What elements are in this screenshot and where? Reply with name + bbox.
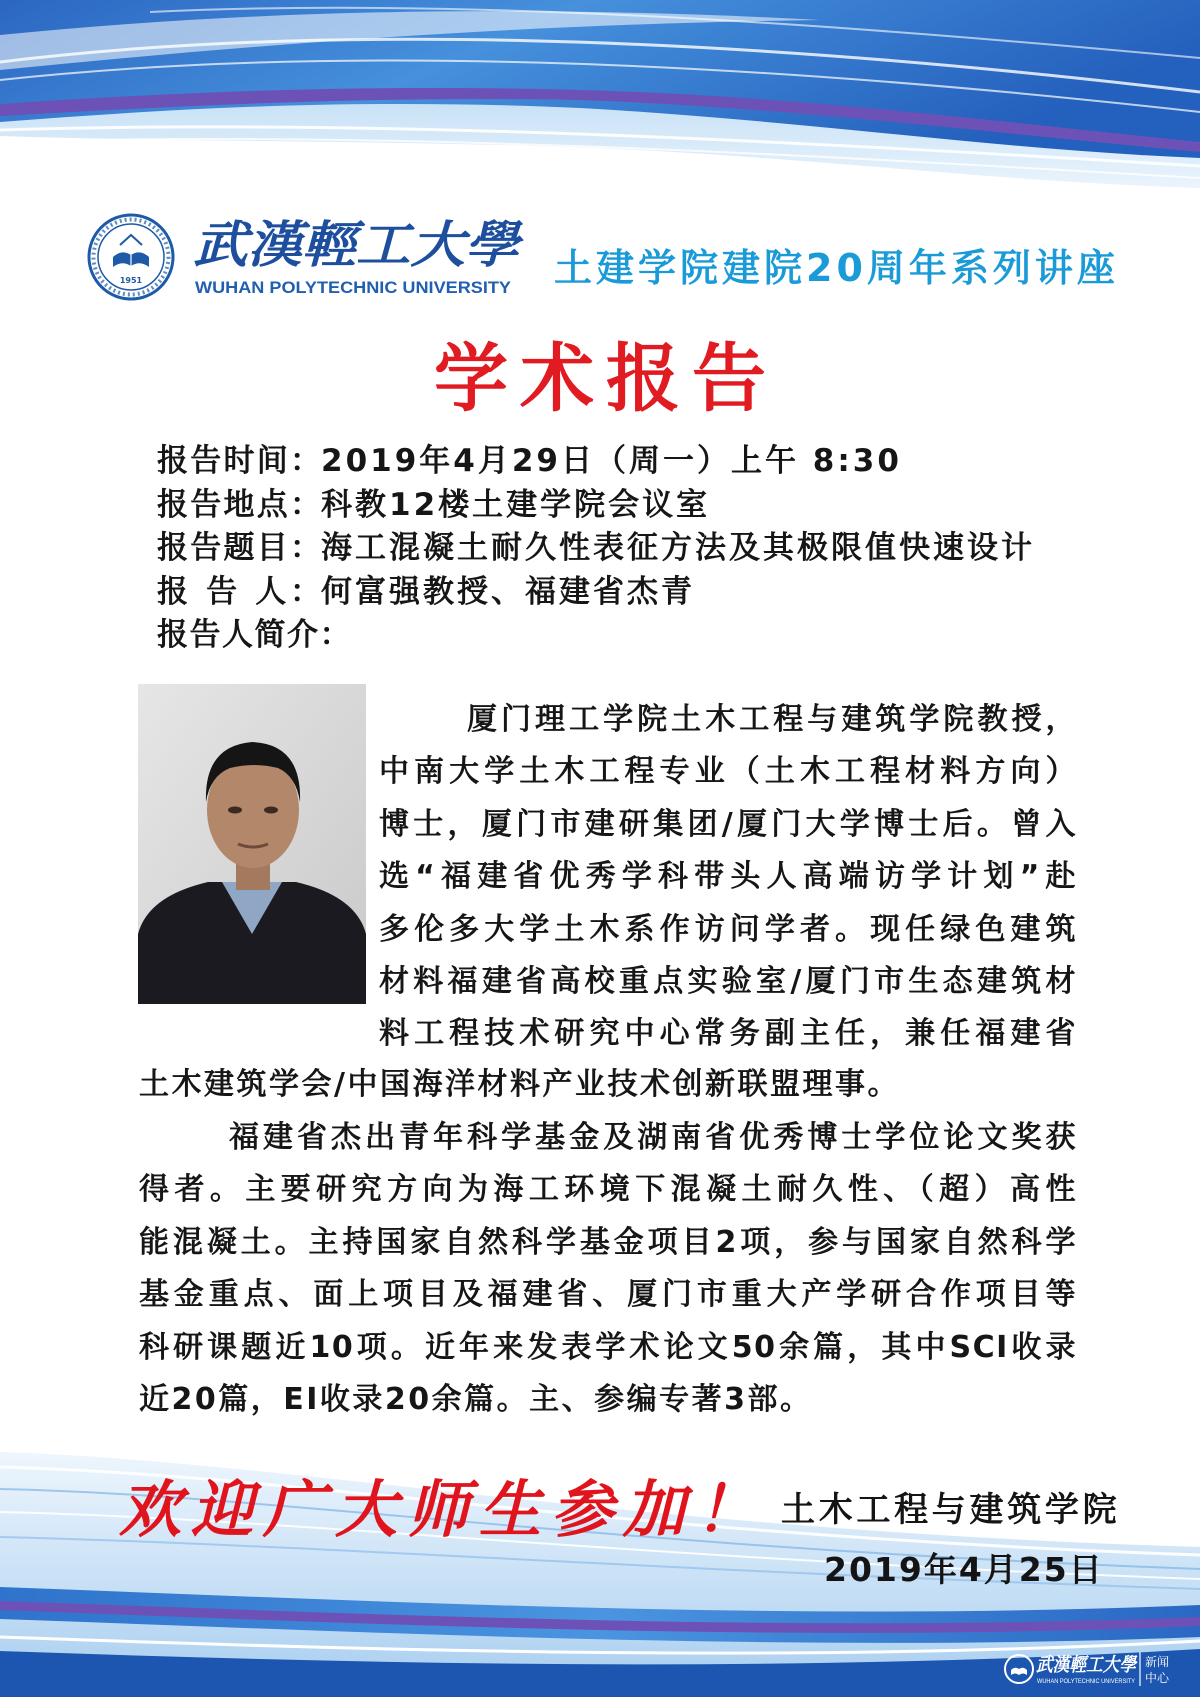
bio-line: 多伦多大学土木系作访问学者。现任绿色建筑 bbox=[379, 911, 1077, 947]
bio-line: 得者。主要研究方向为海工环境下混凝土耐久性、（超）高性 bbox=[139, 1172, 1077, 1208]
seal-year: 1951 bbox=[119, 276, 143, 285]
detail-label: 报告地点： bbox=[157, 486, 321, 523]
event-details bbox=[157, 440, 1117, 658]
detail-value: 科教12楼土建学院会议室 bbox=[321, 486, 711, 523]
organizer: 土木工程与建筑学院 bbox=[781, 1490, 1121, 1530]
bio-line: 土木建筑学会/中国海洋材料产业技术创新联盟理事。 bbox=[139, 1067, 900, 1102]
speaker-portrait bbox=[138, 684, 366, 1004]
top-wave-decoration bbox=[0, 0, 1200, 200]
bio-line: 博士，厦门市建研集团/厦门大学博士后。曾入 bbox=[379, 806, 1077, 842]
corner-unit-line2: 中心 bbox=[1145, 1671, 1170, 1685]
bio-line: 能混凝土。主持国家自然科学基金项目2项，参与国家自然科学 bbox=[139, 1224, 1077, 1260]
bio-paragraph-1 bbox=[379, 694, 1077, 1061]
detail-value: 2019年4月29日（周一）上午 8:30 bbox=[321, 443, 902, 479]
bio-line: 料工程技术研究中心常务副主任，兼任福建省 bbox=[379, 1016, 1077, 1052]
detail-label: 报告时间： bbox=[157, 443, 321, 479]
bio-line: 材料福建省高校重点实验室/厦门市生态建筑材 bbox=[379, 963, 1077, 999]
bio-line: 选“福建省优秀学科带头人高端访学计划”赴 bbox=[379, 859, 1077, 895]
bio-heading: 报告人简介： bbox=[157, 617, 352, 654]
detail-label: 报 告 人： bbox=[157, 573, 321, 610]
university-name-en: WUHAN POLYTECHNIC UNIVERSITY bbox=[195, 278, 512, 297]
bio-line: 厦门理工学院土木工程与建筑学院教授， bbox=[467, 702, 1077, 737]
bio-paragraph-1-end bbox=[139, 1059, 1077, 1111]
bio-line: 基金重点、面上项目及福建省、厦门市重大产学研合作项目等 bbox=[139, 1277, 1077, 1313]
university-seal-icon bbox=[1005, 1655, 1033, 1683]
issue-date: 2019年4月25日 bbox=[824, 1550, 1104, 1589]
bio-line: 福建省杰出青年科学基金及湖南省优秀博士学位论文奖获 bbox=[229, 1120, 1077, 1155]
university-logo bbox=[80, 205, 530, 305]
series-title: 土建学院建院20周年系列讲座 bbox=[554, 246, 1119, 290]
detail-time bbox=[157, 440, 1117, 484]
detail-value: 何富强教授、福建省杰青 bbox=[321, 573, 695, 610]
bio-line: 中南大学土木工程专业（土木工程材料方向） bbox=[379, 754, 1077, 790]
university-name-cn: 武漢輕工大學 bbox=[193, 215, 525, 274]
bio-line: 近20篇，EI收录20余篇。主、参编专著3部。 bbox=[139, 1381, 813, 1417]
corner-name-en: WUHAN POLYTECHNIC UNIVERSITY bbox=[1037, 1679, 1135, 1685]
welcome-message: 欢迎广大师生参加！ bbox=[119, 1473, 768, 1546]
corner-name-cn: 武漢輕工大學 bbox=[1036, 1654, 1138, 1676]
page-title: 学术报告 bbox=[434, 336, 778, 422]
news-center-logo bbox=[1000, 1645, 1175, 1691]
university-seal-icon bbox=[89, 215, 173, 299]
detail-speaker bbox=[157, 571, 1117, 615]
detail-label: 报告题目： bbox=[157, 530, 321, 567]
detail-topic bbox=[157, 527, 1117, 571]
detail-location bbox=[157, 484, 1117, 528]
detail-value: 海工混凝土耐久性表征方法及其极限值快速设计 bbox=[321, 530, 1035, 567]
bio-paragraph-2 bbox=[139, 1112, 1077, 1426]
bio-line: 科研课题近10项。近年来发表学术论文50余篇，其中SCI收录 bbox=[139, 1329, 1077, 1365]
corner-unit-line1: 新闻 bbox=[1145, 1655, 1170, 1669]
